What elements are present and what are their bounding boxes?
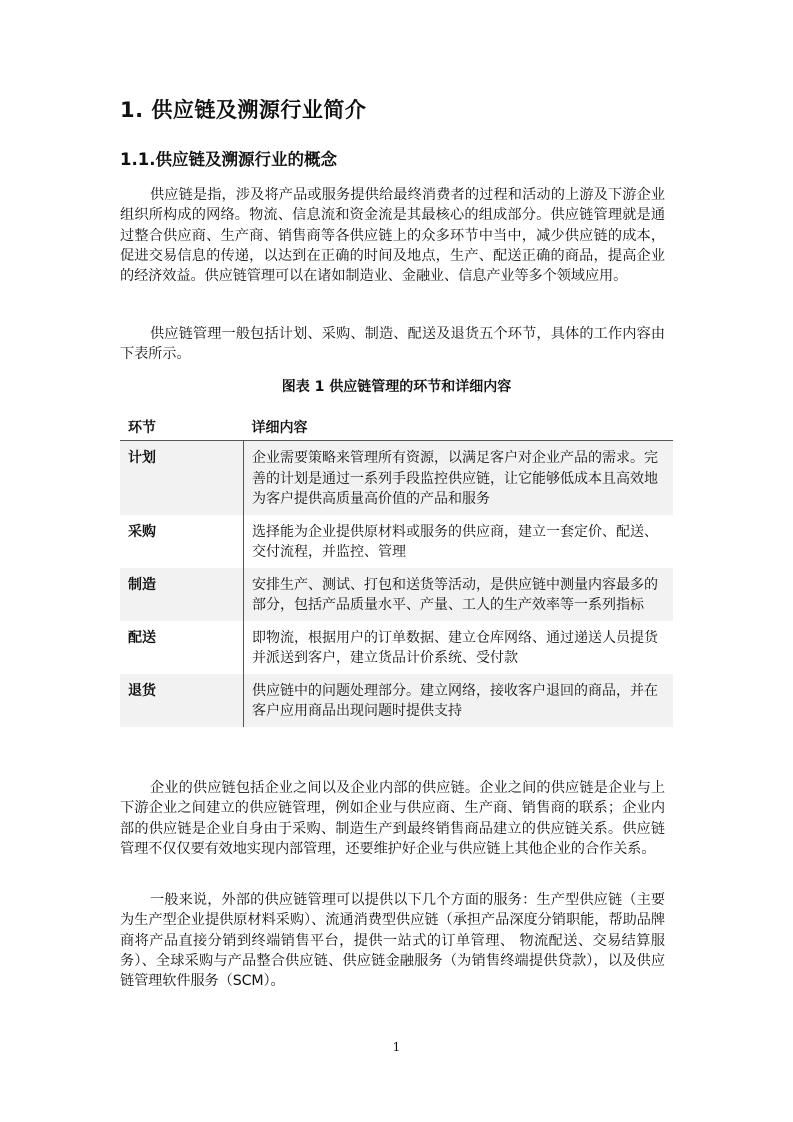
table-row bbox=[120, 621, 673, 674]
paragraph-external-services: 一般来说，外部的供应链管理可以提供以下几个方面的服务：生产型供应链（主要为生产型企业提供原材料采购）、流通消费型供应链（承担产品深度分销职能，帮助品牌商将产品直接分销到终端销售平台，提供一站式的订单管理、 物流配送、交易结算服务）、全球采购与产品整合供应链、供应链金融服务（为销售终端提供贷款），以及供应链管理软件服务（SCM）。 bbox=[120, 892, 665, 990]
table-cell-stage: 配送 bbox=[128, 629, 156, 646]
table-cell-detail: 企业需要策略来管理所有资源，以满足客户对企业产品的需求。完善的计划是通过一系列手段监控供应链，让它能够低成本且高效地为客户提供高质量高价值的产品和服务 bbox=[244, 441, 674, 515]
table-header-detail: 详细内容 bbox=[244, 414, 674, 441]
table-cell-detail: 即物流，根据用户的订单数据、建立仓库网络、通过递送人员提货并派送到客户，建立货品计价系统、受付款 bbox=[244, 621, 674, 674]
table-header-row bbox=[120, 414, 673, 441]
table-row bbox=[120, 515, 673, 568]
table-header-stage: 环节 bbox=[120, 414, 244, 441]
table-caption: 图表 1 供应链管理的环节和详细内容 bbox=[281, 379, 512, 395]
table-row bbox=[120, 674, 673, 727]
section-heading: 1. 供应链及溯源行业简介 bbox=[120, 98, 367, 122]
table-cell-detail: 供应链中的问题处理部分。建立网络，接收客户退回的商品，并在客户应用商品出现问题时提供支持 bbox=[244, 674, 674, 727]
table-cell-detail: 选择能为企业提供原材料或服务的供应商，建立一套定价、配送、交付流程，并监控、管理 bbox=[244, 515, 674, 568]
table-cell-detail: 安排生产、测试、打包和送货等活动，是供应链中测量内容最多的部分，包括产品质量水平、产量、工人的生产效率等一系列指标 bbox=[244, 568, 674, 621]
subsection-heading: 1.1.供应链及溯源行业的概念 bbox=[120, 150, 337, 169]
table-cell-stage: 退货 bbox=[120, 674, 244, 727]
supply-chain-table bbox=[120, 414, 673, 727]
table-row bbox=[120, 441, 673, 515]
table-row bbox=[120, 568, 673, 621]
table-cell-stage: 制造 bbox=[120, 568, 244, 621]
table-cell-stage: 计划 bbox=[120, 441, 244, 515]
paragraph-internal-external-chain: 企业的供应链包括企业之间以及企业内部的供应链。企业之间的供应链是企业与上下游企业之间建立的供应链管理，例如企业与供应商、生产商、销售商的联系；企业内部的供应链是企业自身由于采购、制造生产到最终销售商品建立的供应链关系。供应链管理不仅仅要有效地实现内部管理，还要维护好企业与供应链上其他企业的合作关系。 bbox=[120, 780, 665, 857]
table-cell-stage: 采购 bbox=[128, 523, 156, 540]
paragraph-supply-chain-definition: 供应链是指，涉及将产品或服务提供给最终消费者的过程和活动的上游及下游企业组织所构成的网络。物流、信息流和资金流是其最核心的组成部分。供应链管理就是通过整合供应商、生产商、销售商等各供应链上的众多环节中当中，减少供应链的成本，促进交易信息的传递，以达到在正确的时间及地点，生产、配送正确的商品，提高企业的经济效益。供应链管理可以在诸如制造业、金融业、信息产业等多个领域应用。 bbox=[120, 187, 665, 285]
page-number: 1 bbox=[392, 1040, 401, 1054]
paragraph-management-stages: 供应链管理一般包括计划、采购、制造、配送及退货五个环节，具体的工作内容由下表所示。 bbox=[120, 326, 665, 363]
